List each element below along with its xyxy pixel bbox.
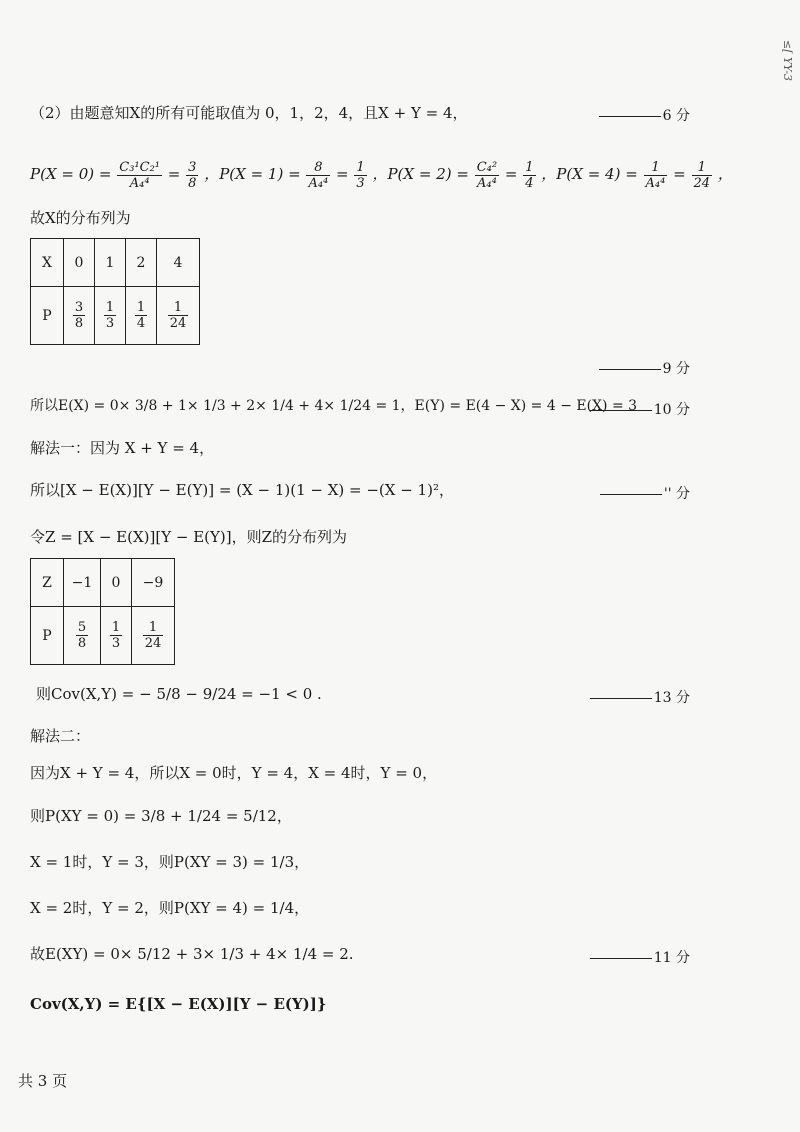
fraction: $\frac{1}{\text{A₄⁴}}$ [645, 159, 666, 191]
fraction: $\frac{1}{4}$ [525, 159, 534, 191]
score-marker-6: 6 分 [599, 105, 690, 125]
table-prob-row: P $\frac{5}{8}$ $\frac{1}{3}$ $\frac{1}{24}$ [31, 607, 175, 665]
fraction: $\frac{8}{\text{A₄⁴}}$ [308, 159, 329, 191]
score-marker-11a: '' 分 [600, 483, 690, 503]
x-distribution-table [30, 238, 200, 345]
product-expansion-line: 所以[X − E(X)][Y − E(Y)] = (X − 1)(1 − X) = −(X − 1)²， [30, 481, 454, 499]
fraction: $\frac{\text{C₄²}}{\text{A₄⁴}}$ [476, 159, 498, 191]
method-one-heading: 解法一：因为 X + Y = 4， [30, 439, 215, 457]
fraction: $\frac{1}{3}$ [105, 300, 115, 331]
score-dash [600, 494, 662, 495]
method-two-heading: 解法二： [30, 727, 91, 745]
score-marker-11b: 11 分 [590, 947, 690, 967]
distribution-heading: 故X的分布列为 [30, 209, 131, 227]
p-xy4-line: X = 2时，Y = 2，则P(XY = 4) = 1/4， [30, 899, 310, 917]
fraction: $\frac{1}{24}$ [693, 159, 711, 191]
e-xy-line: 故E(XY) = 0× 5/12 + 3× 1/3 + 4× 1/4 = 2. [30, 945, 354, 963]
probability-line: P(X = 0) = $\frac{\text{C₃¹C₂¹}}{\text{A₄⁴}}$ = $\frac{3}{8}$ ，P(X = 1) = $\frac{8}{\text{A₄⁴}}$ = $\frac{1}{3}$ ，P(X = 2) = $\frac{\text{C₄²}}{\text{A₄⁴}}$ = $\frac{1}{4}$ ，P(X = 4) = $\frac{1}{\text{A₄⁴}}$ = $\frac{1}{24}$ ， [30, 159, 733, 191]
score-dash [590, 698, 652, 699]
possible-values-line: （2）由题意知X的所有可能取值为 0，1，2，4，且X + Y = 4， [30, 104, 468, 122]
corner-note: ≤[ YY-3 [781, 40, 794, 82]
fraction: $\frac{\text{C₃¹C₂¹}}{\text{A₄⁴}}$ [119, 159, 160, 191]
z-definition-line: 令Z = [X − E(X)][Y − E(Y)]，则Z的分布列为 [30, 528, 348, 546]
fraction: $\frac{1}{4}$ [136, 300, 146, 331]
score-marker-9: 9 分 [599, 358, 690, 378]
fraction: $\frac{1}{24}$ [144, 620, 162, 651]
fraction: $\frac{3}{8}$ [188, 159, 197, 191]
covariance-definition-line: Cov(X,Y) = E{[X − E(X)][Y − E(Y)]} [30, 995, 327, 1013]
table-header-row: Z −1 0 −9 [31, 559, 175, 607]
p-xy0-line: 则P(XY = 0) = 3/8 + 1/24 = 5/12， [30, 807, 292, 825]
score-dash [590, 410, 652, 411]
z-distribution-table [30, 558, 175, 665]
case-line: 因为X + Y = 4，所以X = 0时，Y = 4，X = 4时，Y = 0， [30, 764, 438, 782]
fraction: $\frac{1}{3}$ [111, 620, 121, 651]
score-dash [590, 958, 652, 959]
page-footer: 共 3 页 [18, 1072, 68, 1090]
table-prob-row: P $\frac{3}{8}$ $\frac{1}{3}$ $\frac{1}{4}$ $\frac{1}{24}$ [31, 287, 200, 345]
score-marker-10: 10 分 [590, 399, 690, 419]
fraction: $\frac{5}{8}$ [77, 620, 87, 651]
fraction: $\frac{1}{24}$ [169, 300, 187, 331]
score-dash [599, 116, 661, 117]
expectation-line: 所以E(X) = 0× 3/8 + 1× 1/3 + 2× 1/4 + 4× 1/24 = 1，E(Y) = E(4 − X) = 4 − E(X) = 3 [30, 398, 638, 414]
table-header-row: X 0 1 2 4 [31, 239, 200, 287]
fraction: $\frac{1}{3}$ [356, 159, 365, 191]
p-xy3-line: X = 1时，Y = 3，则P(XY = 3) = 1/3， [30, 853, 310, 871]
fraction: $\frac{3}{8}$ [74, 300, 84, 331]
covariance-result-line: 则Cov(X,Y) = − 5/8 − 9/24 = −1 < 0 . [36, 685, 322, 703]
score-marker-13: 13 分 [590, 687, 690, 707]
score-dash [599, 369, 661, 370]
